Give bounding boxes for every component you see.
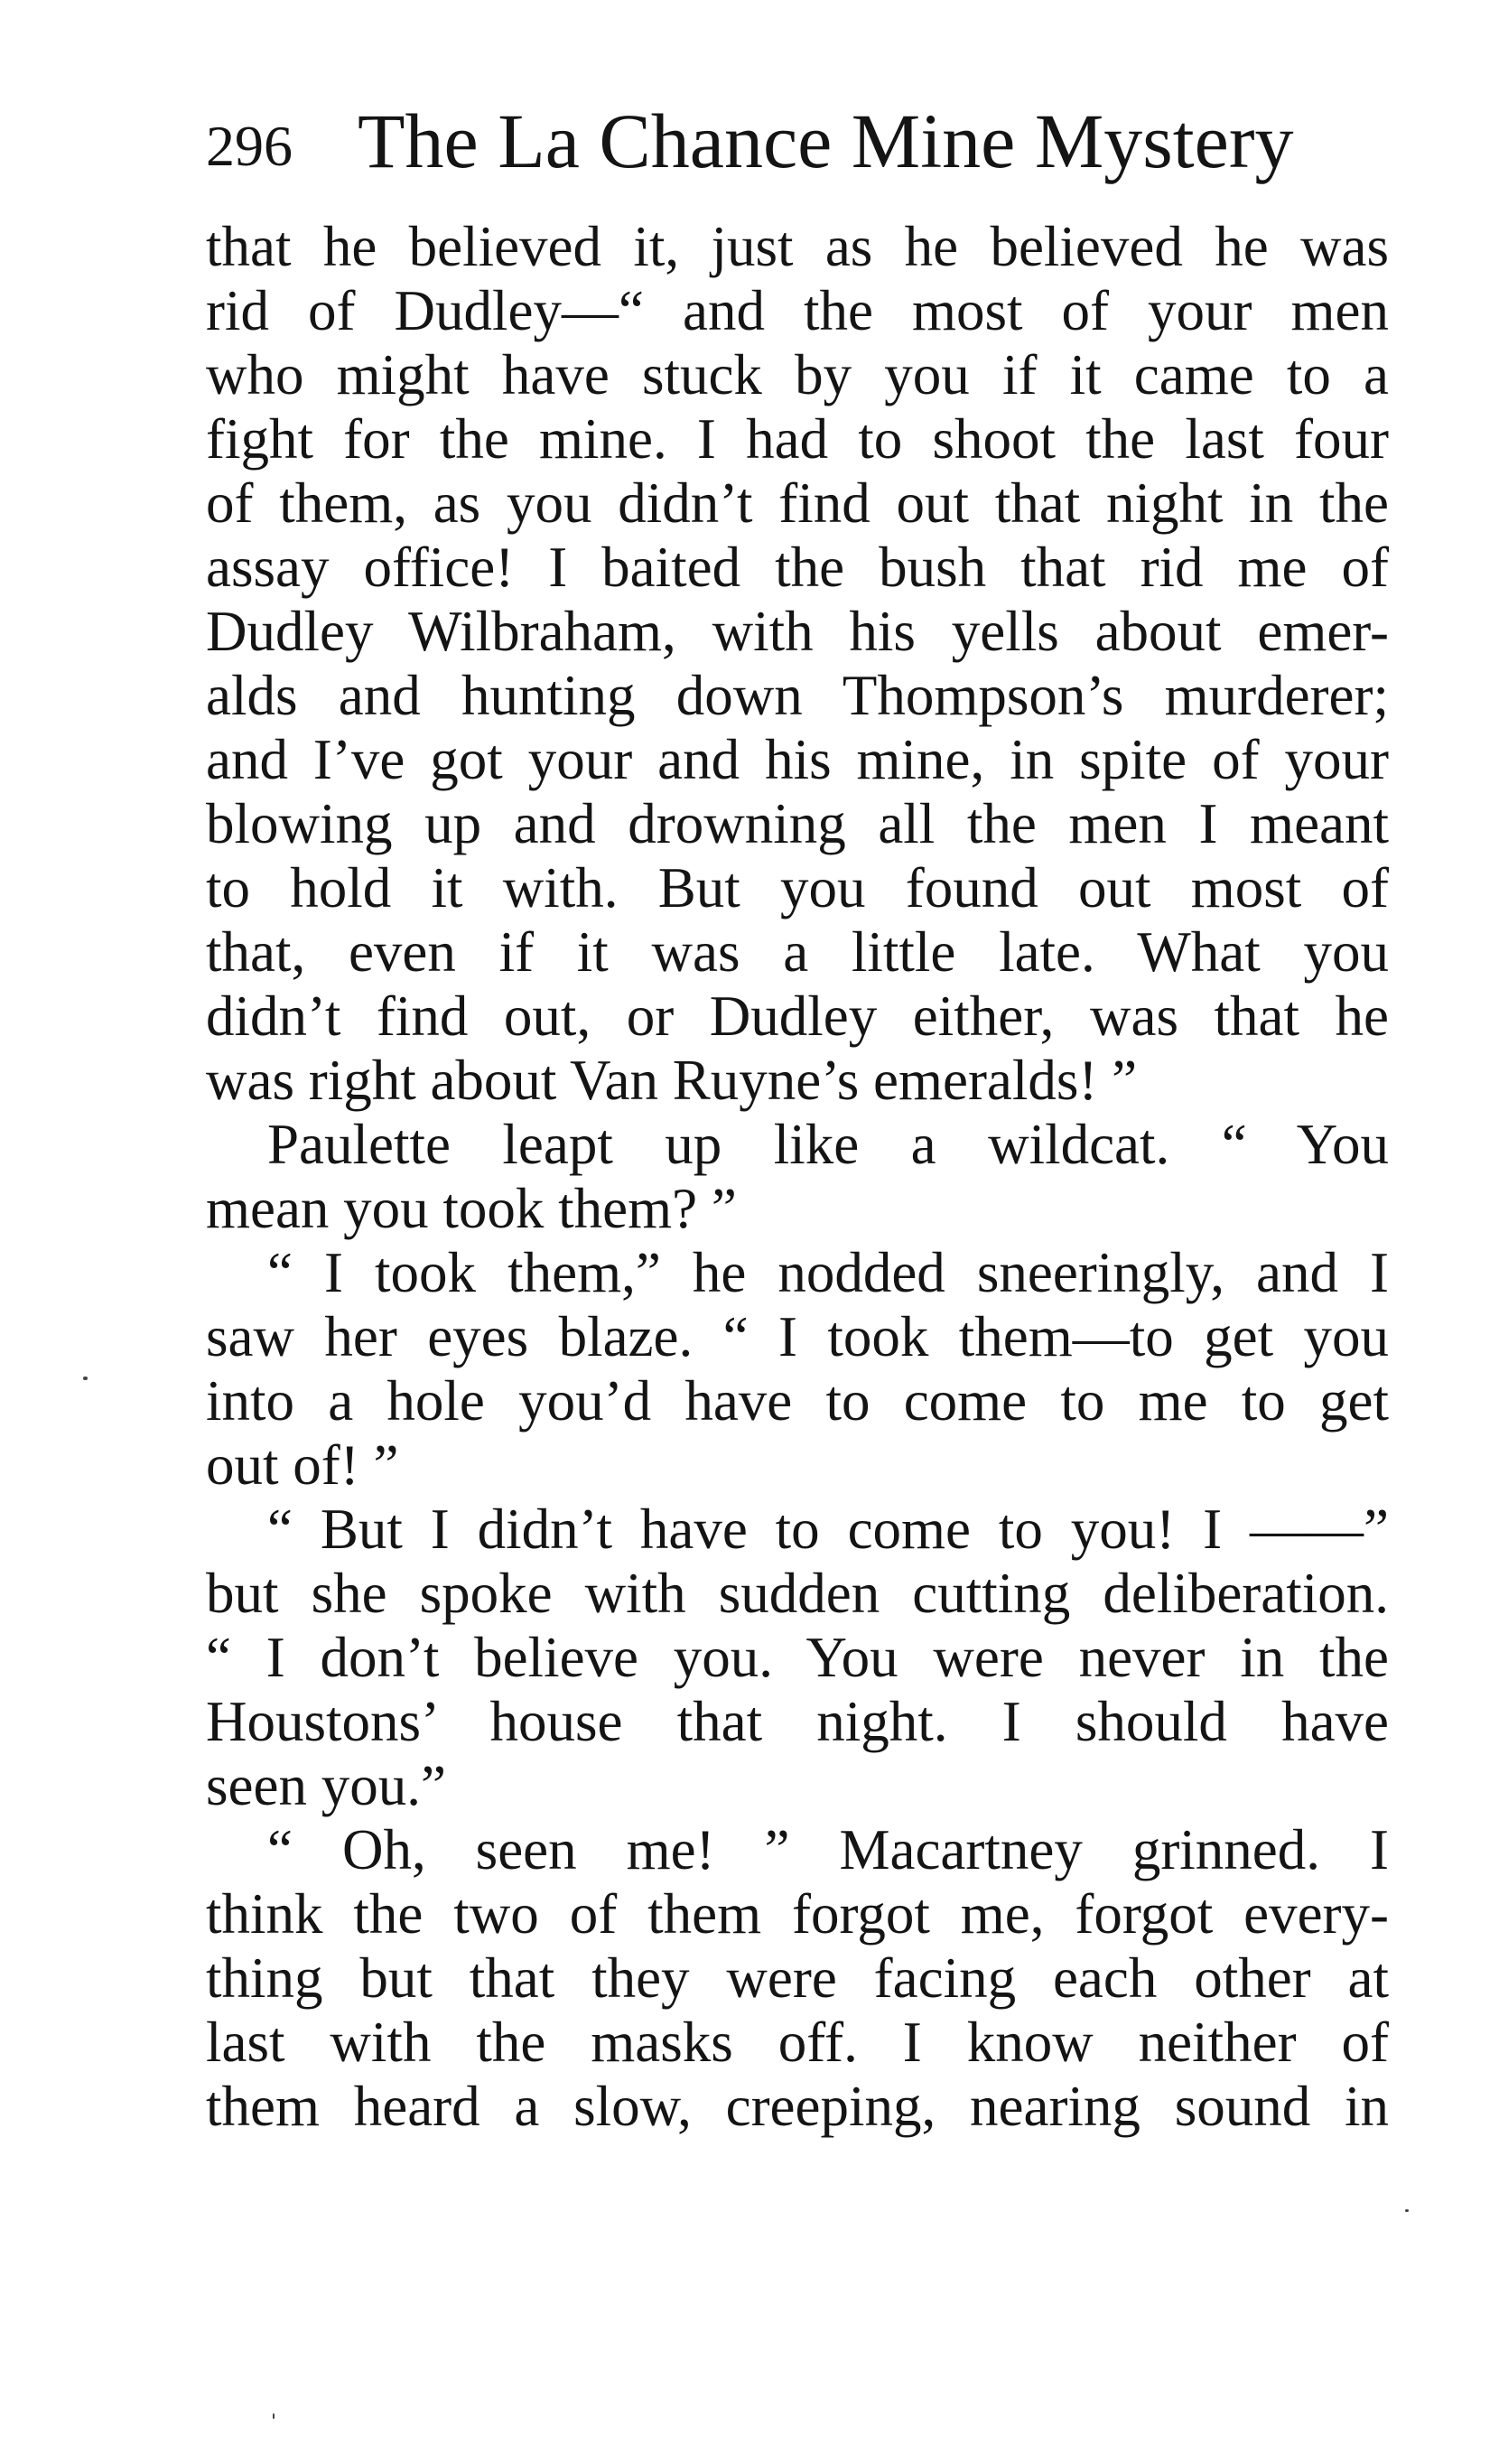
text-line: rid of Dudley—“ and the most of your men xyxy=(206,279,1389,342)
text-line: alds and hunting down Thompson’s murderer; xyxy=(206,664,1389,727)
page-number: 296 xyxy=(206,114,293,178)
text-line: think the two of them forgot me, forgot every- xyxy=(206,1882,1389,1946)
text-line: “ But I didn’t have to come to you! I ——” xyxy=(267,1498,1389,1561)
text-line: and I’ve got your and his mine, in spite of your xyxy=(206,728,1389,791)
text-line: them heard a slow, creeping, nearing sound in xyxy=(206,2075,1389,2138)
ink-speck xyxy=(1405,2209,1409,2212)
text-line: blowing up and drowning all the men I meant xyxy=(206,792,1389,855)
text-line: out of! ” xyxy=(206,1433,399,1497)
text-line: of them, as you didn’t find out that night in the xyxy=(206,471,1389,535)
text-line: to hold it with. But you found out most of xyxy=(206,856,1389,919)
text-line: that he believed it, just as he believed he was xyxy=(206,215,1389,278)
text-line: thing but that they were facing each other at xyxy=(206,1946,1389,2010)
text-line: was right about Van Ruyne’s emeralds! ” xyxy=(206,1049,1138,1112)
text-line: “ I don’t believe you. You were never in the xyxy=(206,1626,1389,1689)
text-line: seen you.” xyxy=(206,1754,446,1817)
text-line: saw her eyes blaze. “ I took them—to get you xyxy=(206,1305,1389,1368)
text-line: Dudley Wilbraham, with his yells about emer- xyxy=(206,600,1389,663)
text-line: last with the masks off. I know neither of xyxy=(206,2011,1389,2074)
ink-speck xyxy=(83,1377,88,1380)
text-line: Paulette leapt up like a wildcat. “ You xyxy=(267,1113,1389,1176)
text-line: into a hole you’d have to come to me to get xyxy=(206,1369,1389,1433)
running-title: The La Chance Mine Mystery xyxy=(358,98,1294,184)
text-line: “ Oh, seen me! ” Macartney grinned. I xyxy=(267,1818,1389,1881)
text-line: fight for the mine. I had to shoot the last four xyxy=(206,407,1389,471)
text-line: but she spoke with sudden cutting deliberation. xyxy=(206,1562,1389,1625)
text-line: assay office! I baited the bush that rid me of xyxy=(206,536,1389,599)
text-line: mean you took them? ” xyxy=(206,1177,737,1240)
text-line: didn’t find out, or Dudley either, was that he xyxy=(206,985,1389,1048)
text-line: that, even if it was a little late. What you xyxy=(206,920,1389,984)
running-head xyxy=(206,98,1389,188)
text-line: Houstons’ house that night. I should have xyxy=(206,1690,1389,1753)
ink-speck xyxy=(273,2413,275,2419)
text-line: “ I took them,” he nodded sneeringly, and I xyxy=(267,1241,1389,1304)
text-line: who might have stuck by you if it came to a xyxy=(206,343,1389,406)
body-text xyxy=(206,215,1389,2139)
